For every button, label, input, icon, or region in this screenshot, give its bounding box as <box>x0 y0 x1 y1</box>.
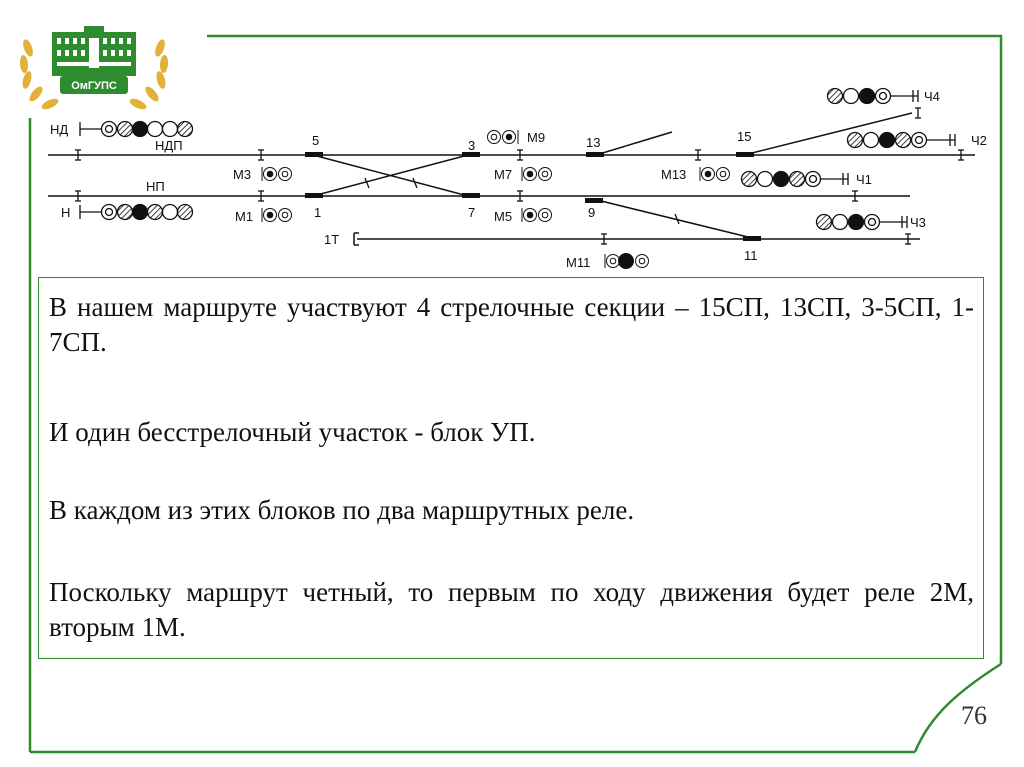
label-m5: М5 <box>494 209 513 224</box>
switch-7-bar <box>462 193 480 198</box>
crossover-9-11 <box>593 199 752 238</box>
paragraph-block-up: И один бесстрелочный участок - блок УП. <box>49 417 536 447</box>
signal-ch2-icon <box>848 133 956 148</box>
paragraph-switch-sections: В нашем маршруте участвуют 4 стрелочные секции – 15СП, 13СП, 3-5СП, 1-7СП. <box>49 292 974 357</box>
label-m9: М9 <box>527 130 546 145</box>
label-switch-15: 15 <box>737 129 752 144</box>
label-m7: М7 <box>494 167 513 182</box>
label-track-1t: 1Т <box>324 232 340 247</box>
label-switch-11: 11 <box>744 248 758 263</box>
label-ndp: НДП <box>155 138 183 153</box>
joint-icon <box>365 178 369 188</box>
label-nd: НД <box>50 122 69 137</box>
text-box <box>38 277 984 659</box>
signal-m7-icon <box>522 167 552 181</box>
label-n: Н <box>61 205 71 220</box>
signal-nd-icon <box>80 122 193 137</box>
logo-title: ОмГУПС <box>71 80 117 92</box>
page-number: 76 <box>961 701 987 730</box>
signal-m1-icon <box>262 208 292 222</box>
label-np: НП <box>146 179 165 194</box>
switch-5-bar <box>305 152 323 157</box>
label-m1: М1 <box>235 209 254 224</box>
label-ch3: Ч3 <box>910 215 926 230</box>
label-switch-1: 1 <box>314 205 322 220</box>
signal-ch1-icon <box>742 172 849 187</box>
signal-n-icon <box>80 205 193 220</box>
label-m3: М3 <box>233 167 252 182</box>
signal-ch3-icon <box>817 215 908 230</box>
building-icon <box>52 26 136 76</box>
signal-ch4-icon <box>828 89 919 104</box>
label-switch-9: 9 <box>588 205 596 220</box>
label-switch-13: 13 <box>586 135 601 150</box>
branch-13 <box>596 132 672 155</box>
switch-11-bar <box>743 236 761 241</box>
station-track-diagram <box>0 80 1024 280</box>
switch-13-bar <box>586 152 604 157</box>
signal-m13-icon <box>700 167 730 181</box>
label-ch4: Ч4 <box>924 89 940 104</box>
label-switch-7: 7 <box>468 205 476 220</box>
signal-m11-icon <box>605 254 649 269</box>
label-switch-5: 5 <box>312 133 320 148</box>
label-switch-3: 3 <box>468 138 476 153</box>
switch-1-bar <box>305 193 323 198</box>
paragraph-relay-order: Поскольку маршрут четный, то первым по ходу движения будет реле 2М, вторым 1М. <box>49 577 974 642</box>
label-ch1: Ч1 <box>856 172 872 187</box>
signal-m5-icon <box>522 208 552 222</box>
label-m13: М13 <box>661 167 687 182</box>
switch-9-bar <box>585 198 603 203</box>
switch-15-bar <box>736 152 754 157</box>
label-m11: М11 <box>566 255 591 270</box>
label-ch2: Ч2 <box>971 133 987 148</box>
joint-icon <box>915 108 921 118</box>
signal-m3-icon <box>262 167 292 181</box>
signal-m9-icon <box>488 130 519 144</box>
paragraph-route-relays: В каждом из этих блоков по два маршрутных реле. <box>49 495 635 525</box>
